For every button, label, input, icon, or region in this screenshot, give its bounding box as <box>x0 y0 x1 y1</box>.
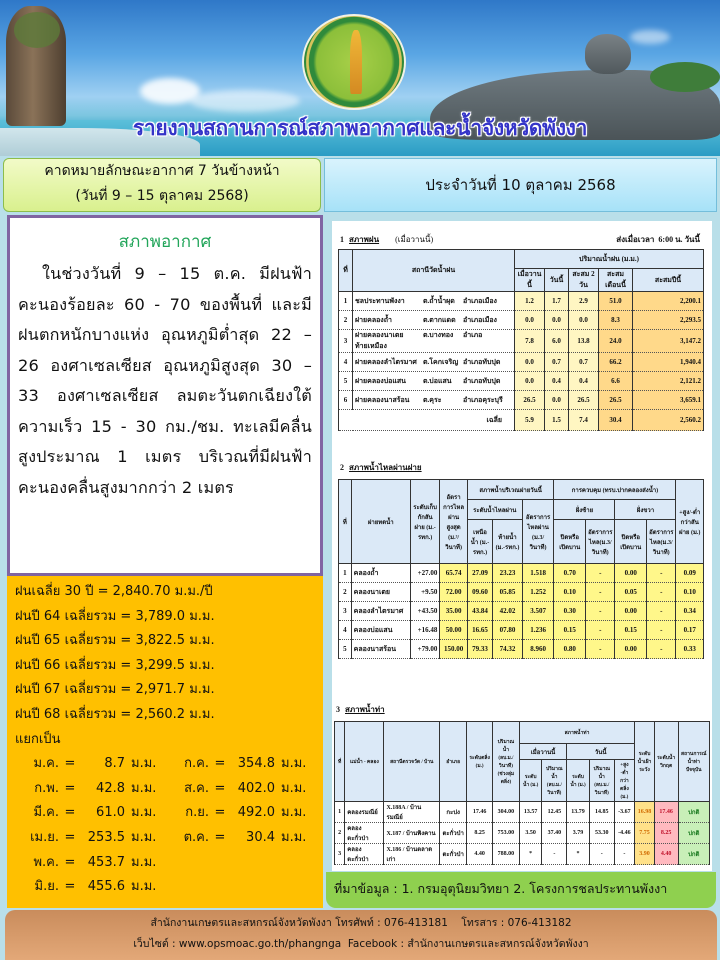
weir-flow-table: ที่ ฝายทดน้ำ ระดับเก็บกักสันฝาย (ม.-รทก.) อัตราการไหลผ่านสูงสุด (ม.³/วินาที) สภาพน้ำบริเวณฝายวันนี้ การควบคุม (ทรบ.ปากคลองส่งน้ำ) +สูง/-ต่ำกว่าสันฝาย (ม.) ระดับน้ำไหลผ่าน อัตราการไหลผ่าน (ม.3/วินาที) ฝั่งซ้าย ฝั่งขวา เหนือน้ำ (ม.-รทก.) ท้ายน้ำ (ม.-รทก.) ปิดหรือเปิดบาน อัตราการไหล(ม.3/วินาที) ปิดหรือเปิดบาน อัตราการไหล(ม.3/วินาที) 1 คลองถ้ำ +27.00 65.74 27.09 23.23 1.518 0.70 - 0.00 - 0.09 2 คลองนาเตย +9.50 72.00 09.60 05.85 1.252 0.10 - 0.05 - 0.10 3 คลองลำไตรมาศ +43.50 35.00 43.84 42.02 3.507 0.30 - 0.00 - 0.34 4 คลองบ่อแสน +16.48 50.00 16.65 07.80 1.236 0.15 - 0.15 - 0.17 5 คลองนาสร้อน +79.00 150.00 79.33 74.32 8.960 0.80 - 0.00 - 0.33 <box>338 479 704 659</box>
report-date-box <box>324 158 717 212</box>
footer-web-line: เว็บไซต์ : www.opsmoac.go.th/phangnga Facebook : สำนักงานเกษตรและสหกรณ์จังหวัดพังงา <box>133 938 589 950</box>
table-row: 4 ฝายคลองลำไตรมาศ ต.โคกเจริญ อำเภอทับปุด 0.0 0.7 0.7 66.2 1,940.4 <box>339 353 704 372</box>
cloud-decoration <box>190 90 300 112</box>
weather-description: ในช่วงวันที่ 9 – 15 ต.ค. มีฝนฟ้าคะนองร้อยละ 60 - 70 ของพื้นที่ และมีฝนตกหนักบางแห่ง อุณหภูมิต่ำสุด 22 – 26 องศาเซลเซียส อุณหภูมิสูงสุด 30 – 33 องศาเซลเซียส ลมตะวันตกเฉียงใต้ ความเร็ว 15 - 30 กม./ชม. ทะเลมีคลื่นสูงประมาณ 1 เมตร บริเวณที่มีฝนฟ้าคะนองคลื่นสูงมากกว่า 2 เมตร <box>18 264 312 497</box>
table-row: 4 คลองบ่อแสน +16.48 50.00 16.65 07.80 1.236 0.15 - 0.15 - 0.17 <box>339 621 704 640</box>
table-row: 3 ฝายคลองนาเตย ต.บางทอง อำเภอท้ายเหมือง 7.8 6.0 13.8 24.0 3,147.2 <box>339 330 704 353</box>
table-row: 1 คลองถ้ำ +27.00 65.74 27.09 23.23 1.518 0.70 - 0.00 - 0.09 <box>339 564 704 583</box>
rock-vegetation <box>14 12 60 48</box>
rain-sent-time: ส่งเมื่อเวลา 6:00 น. วันนี้ <box>616 235 700 244</box>
table-row: 2 คลองตะกั่วป่า X.187 / บ้านพิงคาน ตะกั่วป่า 8.25 753.00 3.50 37.40 3.79 53.30 -4.46 7.75 8.25 ปกติ <box>335 823 710 844</box>
status-badge: ปกติ <box>678 802 710 823</box>
month-rainfall-feb: ก.พ. = 42.8 ม.ม. <box>34 780 157 796</box>
rain-year-67: ฝนปี 67 เฉลี่ยรวม = 2,971.7 ม.ม. <box>15 682 215 698</box>
month-rainfall-mar: มี.ค. = 61.0 ม.ม. <box>33 805 157 821</box>
month-rainfall-jun: มิ.ย. = 455.6 ม.ม. <box>34 879 157 895</box>
data-source-bar <box>326 872 716 908</box>
month-rainfall-sep: ก.ย. = 492.0 ม.ม. <box>185 805 307 821</box>
table-row: 6 ฝายคลองนาสร้อน ต.คุระ อำเภอคุระบุรี 26.5 0.0 26.5 26.5 3,659.1 <box>339 391 704 410</box>
rain-year-65: ฝนปี 65 เฉลี่ยรวม = 3,822.5 ม.ม. <box>15 633 215 649</box>
runoff-table: ที่ แม่น้ำ - คลอง สถานีตรวจวัด / บ้าน อำเภอ ระดับตลิ่ง (ม.) ปริมาณน้ำ (ลบ.ม./วินาที) (ช่วงลุ่มตลิ่ง) สภาพน้ำท่า ระดับน้ำเฝ้าระวัง ระดับน้ำวิกฤต สถานการณ์น้ำท่าปัจจุบัน เมื่อวานนี้ วันนี้ ระดับน้ำ (ม.) ปริมาณน้ำ (ลบ.ม./วินาที) ระดับน้ำ (ม.) ปริมาณน้ำ (ลบ.ม./วินาที) +สูง -ต่ำกว่าตลิ่ง (ม.) 1 คลองรมณีย์ X.188A / บ้านรมณีย์ กะปง 17.46 304.00 13.57 12.45 13.79 14.85 -3.67 16.98 17.46 ปกติ 2 คลองตะกั่วป่า X.187 / บ้านพิงคาน ตะกั่วป่า 8.25 753.00 3.50 37.40 3.79 53.30 -4.46 7.75 8.25 ปกติ 3 คลองตะกั่วป่า X.186 / บ้านตลาดเก่า ตะกั่วป่า 4.40 788.00 * - * - - 3.90 4.40 ปกติ <box>334 721 710 865</box>
weather-heading: สภาพอากาศ <box>118 232 212 252</box>
forecast-date-range: (วันที่ 9 – 15 ตุลาคม 2568) <box>75 188 249 204</box>
monthly-rainfall-grid <box>15 752 315 900</box>
table-row: 5 ฝายคลองบ่อแสน ต.บ่อแสน อำเภอทับปุด 0.0 0.4 0.4 6.6 2,121.2 <box>339 372 704 391</box>
table-row: 1 คลองรมณีย์ X.188A / บ้านรมณีย์ กะปง 17.46 304.00 13.57 12.45 13.79 14.85 -3.67 16.98 17.46 ปกติ <box>335 802 710 823</box>
month-rainfall-jul: ก.ค. = 354.8 ม.ม. <box>184 756 307 772</box>
table-row: 1 ชลประทานพังงา ต.ถ้ำน้ำผุด อำเภอเมือง 1.2 1.7 2.9 51.0 2,200.1 <box>339 292 704 311</box>
table-row-average: เฉลี่ย 5.9 1.5 7.4 30.4 2,560.2 <box>339 410 704 431</box>
rainfall-table: ที่ สถานีวัดน้ำฝน ปริมาณน้ำฝน (ม.ม.) เมื่อวานนี้ วันนี้ สะสม 2 วัน สะสมเดือนนี้ สะสมปีนี้ 1 ชลประทานพังงา ต.ถ้ำน้ำผุด อำเภอเมือง 1.2 1.7 2.9 51.0 2,200.1 2 ฝายคลองถ้ำ ต.ตากแดด อำเภอเมือง 0.0 0.0 0.0 8.3 2,293.5 3 ฝายคลองนาเตย ต.บางทอง อำเภอท้ายเหมือง 7.8 6.0 13.8 24.0 3,147.2 4 ฝายคลองลำไตรมาศ ต.โคกเจริญ อำเภอทับปุด 0.0 0.7 0.7 66.2 1,940.4 5 ฝายคลองบ่อแสน ต.บ่อแสน อำเภอทับปุด 0.0 0.4 0.4 6.6 2,121.2 6 ฝายคลองนาสร้อน ต.คุระ อำเภอคุระบุรี 26.5 0.0 26.5 26.5 3,659.1 เฉลี่ย 5.9 1.5 7.4 30.4 2,560.2 <box>338 249 704 431</box>
runoff-section-title: 3 สภาพน้ำท่า <box>336 705 385 714</box>
footer-contact <box>5 910 717 960</box>
month-rainfall-empty <box>165 851 315 876</box>
month-rainfall-aug: ส.ค. = 402.0 ม.ม. <box>184 780 307 796</box>
rain-section-title: 1 สภาพฝน (เมื่อวานนี้) <box>340 235 434 244</box>
table-row: 3 คลองลำไตรมาศ +43.50 35.00 43.84 42.02 3.507 0.30 - 0.00 - 0.34 <box>339 602 704 621</box>
table-row: 2 คลองนาเตย +9.50 72.00 09.60 05.85 1.252 0.10 - 0.05 - 0.10 <box>339 583 704 602</box>
month-rainfall-oct: ต.ค. = 30.4 ม.ม. <box>183 829 307 845</box>
month-rainfall-may: พ.ค. = 453.7 ม.ม. <box>33 854 157 870</box>
table-row: 2 ฝายคลองถ้ำ ต.ตากแดด อำเภอเมือง 0.0 0.0 0.0 8.3 2,293.5 <box>339 311 704 330</box>
emblem-deity-figure <box>350 30 362 94</box>
forecast-period-box <box>3 158 321 212</box>
rain-30yr-average: ฝนเฉลี่ย 30 ปี = 2,840.70 ม.ม./ปี <box>15 584 213 599</box>
header-banner <box>0 0 720 156</box>
footer-phone-line: สำนักงานเกษตรและสหกรณ์จังหวัดพังงา โทรศัพท์ : 076-413181 โทรสาร : 076-413182 <box>150 917 572 929</box>
water-report-document <box>332 221 712 871</box>
report-date: ประจำวันที่ 10 ตุลาคม 2568 <box>425 176 616 194</box>
status-badge: ปกติ <box>678 844 710 865</box>
table-row: 5 คลองนาสร้อน +79.00 150.00 79.33 74.32 8.960 0.80 - 0.00 - 0.33 <box>339 640 704 659</box>
weather-summary-box <box>7 215 323 576</box>
data-source-text: ที่มาข้อมูล : 1. กรมอุตุนิยมวิทยา 2. โครงการชลประทานพังงา <box>334 881 668 896</box>
trees-decoration <box>650 62 720 92</box>
monthly-breakdown-label: แยกเป็น <box>15 731 61 747</box>
rain-year-68: ฝนปี 68 เฉลี่ยรวม = 2,560.2 ม.ม. <box>15 706 215 722</box>
weir-section-title: 2 สภาพน้ำไหลผ่านฝาย <box>340 463 422 472</box>
month-rainfall-jan: ม.ค. = 8.7 ม.ม. <box>33 756 157 772</box>
table-row: 3 คลองตะกั่วป่า X.186 / บ้านตลาดเก่า ตะกั่วป่า 4.40 788.00 * - * - - 3.90 4.40 ปกติ <box>335 844 710 865</box>
cloud-decoration <box>630 30 670 44</box>
rain-year-66: ฝนปี 66 เฉลี่ยรวม = 3,299.5 ม.ม. <box>15 657 215 673</box>
rainfall-statistics-box <box>7 576 323 908</box>
month-rainfall-apr: เม.ย. = 253.5 ม.ม. <box>30 829 157 845</box>
status-badge: ปกติ <box>678 823 710 844</box>
page-title: รายงานสถานการณ์สภาพอากาศและน้ำจังหวัดพังงา <box>132 116 588 140</box>
forecast-title: คาดหมายลักษณะอากาศ 7 วันข้างหน้า <box>44 163 280 179</box>
sail-rock <box>585 34 631 74</box>
rain-year-64: ฝนปี 64 เฉลี่ยรวม = 3,789.0 ม.ม. <box>15 608 215 624</box>
ministry-emblem-icon <box>302 14 406 110</box>
